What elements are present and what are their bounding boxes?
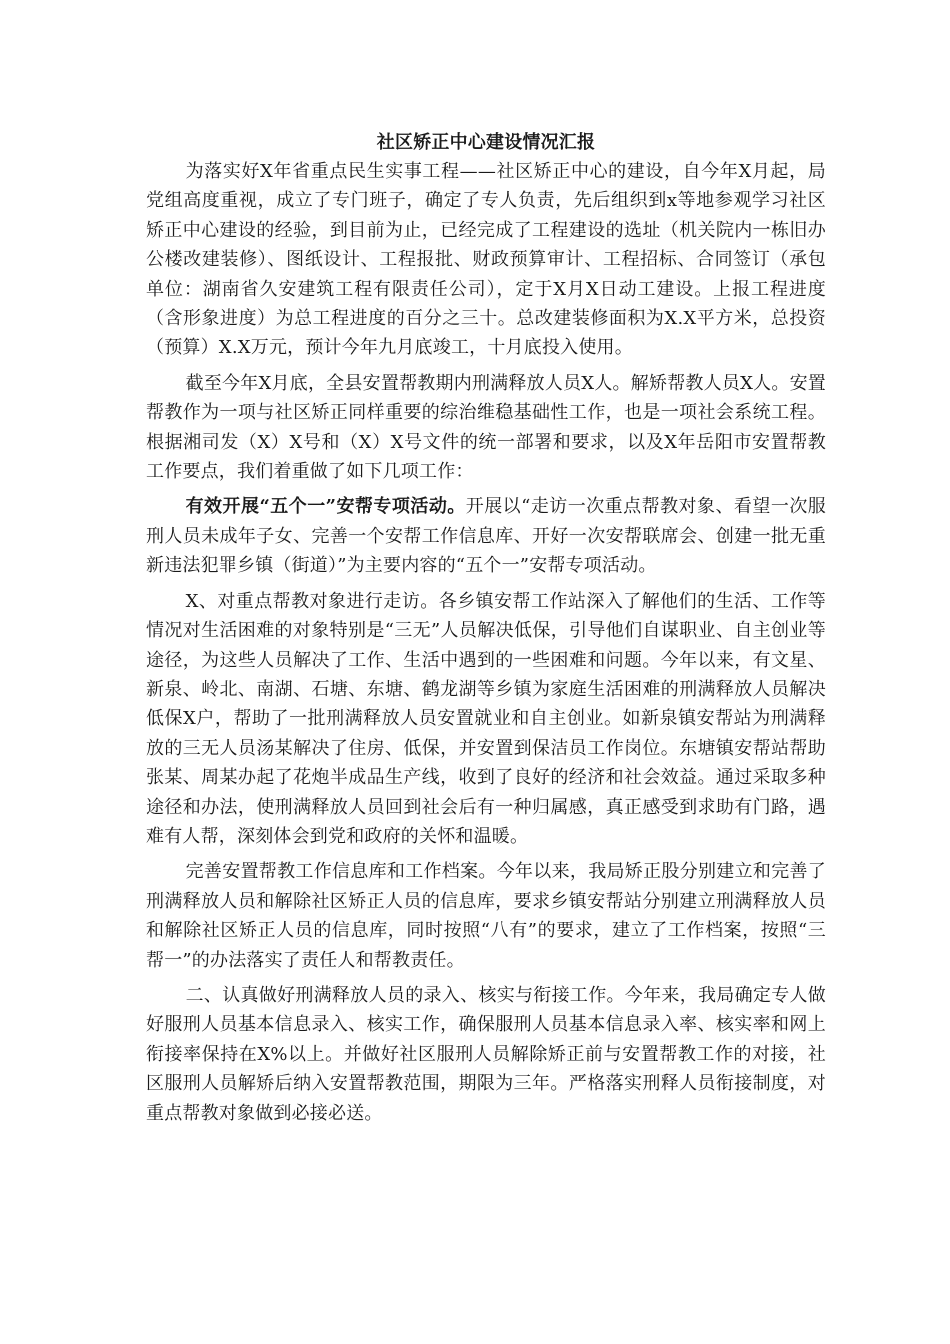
paragraph-text: 完善安置帮教工作信息库和工作档案。今年以来，我局矫正股分别建立和完善了刑满释放人员和解除社区矫正人员的信息库，要求乡镇安帮站分别建立刑满释放人员和解除社区矫正人员的信息库，同时按照“八有”的要求，建立了工作档案，按照“三帮一”的办法落实了责任人和帮教责任。 (146, 861, 826, 971)
document-body (146, 128, 826, 1134)
paragraph-lead: 有效开展“五个一”安帮专项活动。 (185, 496, 466, 518)
paragraph-database (146, 857, 826, 975)
paragraph-overview (146, 369, 826, 487)
paragraph-text: X、对重点帮教对象进行走访。各乡镇安帮工作站深入了解他们的生活、工作等情况对生活困难的对象特别是“三无”人员解决低保，引导他们自谋职业、自主创业等途径，为这些人员解决了工作、生活中遇到的一些困难和问题。今年以来，有文星、新泉、岭北、南湖、石塘、东塘、鹤龙湖等乡镇为家庭生活困难的刑满释放人员解决低保X户，帮助了一批刑满释放人员安置就业和自主创业。如新泉镇安帮站为刑满释放的三无人员汤某解决了住房、低保，并安置到保洁员工作岗位。东塘镇安帮站帮助张某、周某办起了花炮半成品生产线，收到了良好的经济和社会效益。通过采取多种途径和办法，使刑满释放人员回到社会后有一种归属感，真正感受到求助有门路，遇难有人帮，深刻体会到党和政府的关怀和温暖。 (146, 590, 826, 847)
paragraph-text: 开展以“走访一次重点帮教对象、看望一次服刑人员未成年子女、完善一个安帮工作信息库、开好一次安帮联席会、创建一批无重新违法犯罪乡镇（街道）”为主要内容的“五个一”安帮专项活动。 (146, 496, 826, 577)
paragraph-visits (146, 587, 826, 852)
paragraph-text: 二、认真做好刑满释放人员的录入、核实与衔接工作。今年来，我局确定专人做好服刑人员基本信息录入、核实工作，确保服刑人员基本信息录入率、核实率和网上衔接率保持在X%以上。并做好社区服刑人员解除矫正前与安置帮教工作的对接，社区服刑人员解矫后纳入安置帮教范围，期限为三年。严格落实刑释人员衔接制度，对重点帮教对象做到必接必送。 (146, 984, 826, 1124)
paragraph-text: 截至今年X月底，全县安置帮教期内刑满释放人员X人。解矫帮教人员X人。安置帮教作为一项与社区矫正同样重要的综治维稳基础性工作，也是一项社会系统工程。根据湘司发（X）X号和（X）X号文件的统一部署和要求，以及X年岳阳市安置帮教工作要点，我们着重做了如下几项工作： (146, 372, 826, 483)
paragraph-registration (146, 981, 826, 1128)
document-title: 社区矫正中心建设情况汇报 (376, 132, 596, 153)
paragraph-five-ones (146, 492, 826, 580)
paragraph-intro (146, 157, 826, 363)
paragraph-text: 为落实好X年省重点民生实事工程——社区矫正中心的建设，自今年X月起，局党组高度重视，成立了专门班子，确定了专人负责，先后组织到x等地参观学习社区矫正中心建设的经验，到目前为止，已经完成了工程建设的选址（机关院内一栋旧办公楼改建装修）、图纸设计、工程报批、财政预算审计、工程招标、合同签订（承包单位：湖南省久安建筑工程有限责任公司），定于X月X日动工建设。上报工程进度（含形象进度）为总工程进度的百分之三十。总改建装修面积为X.X平方米，总投资（预算）X.X万元，预计今年九月底竣工，十月底投入使用。 (146, 161, 826, 359)
